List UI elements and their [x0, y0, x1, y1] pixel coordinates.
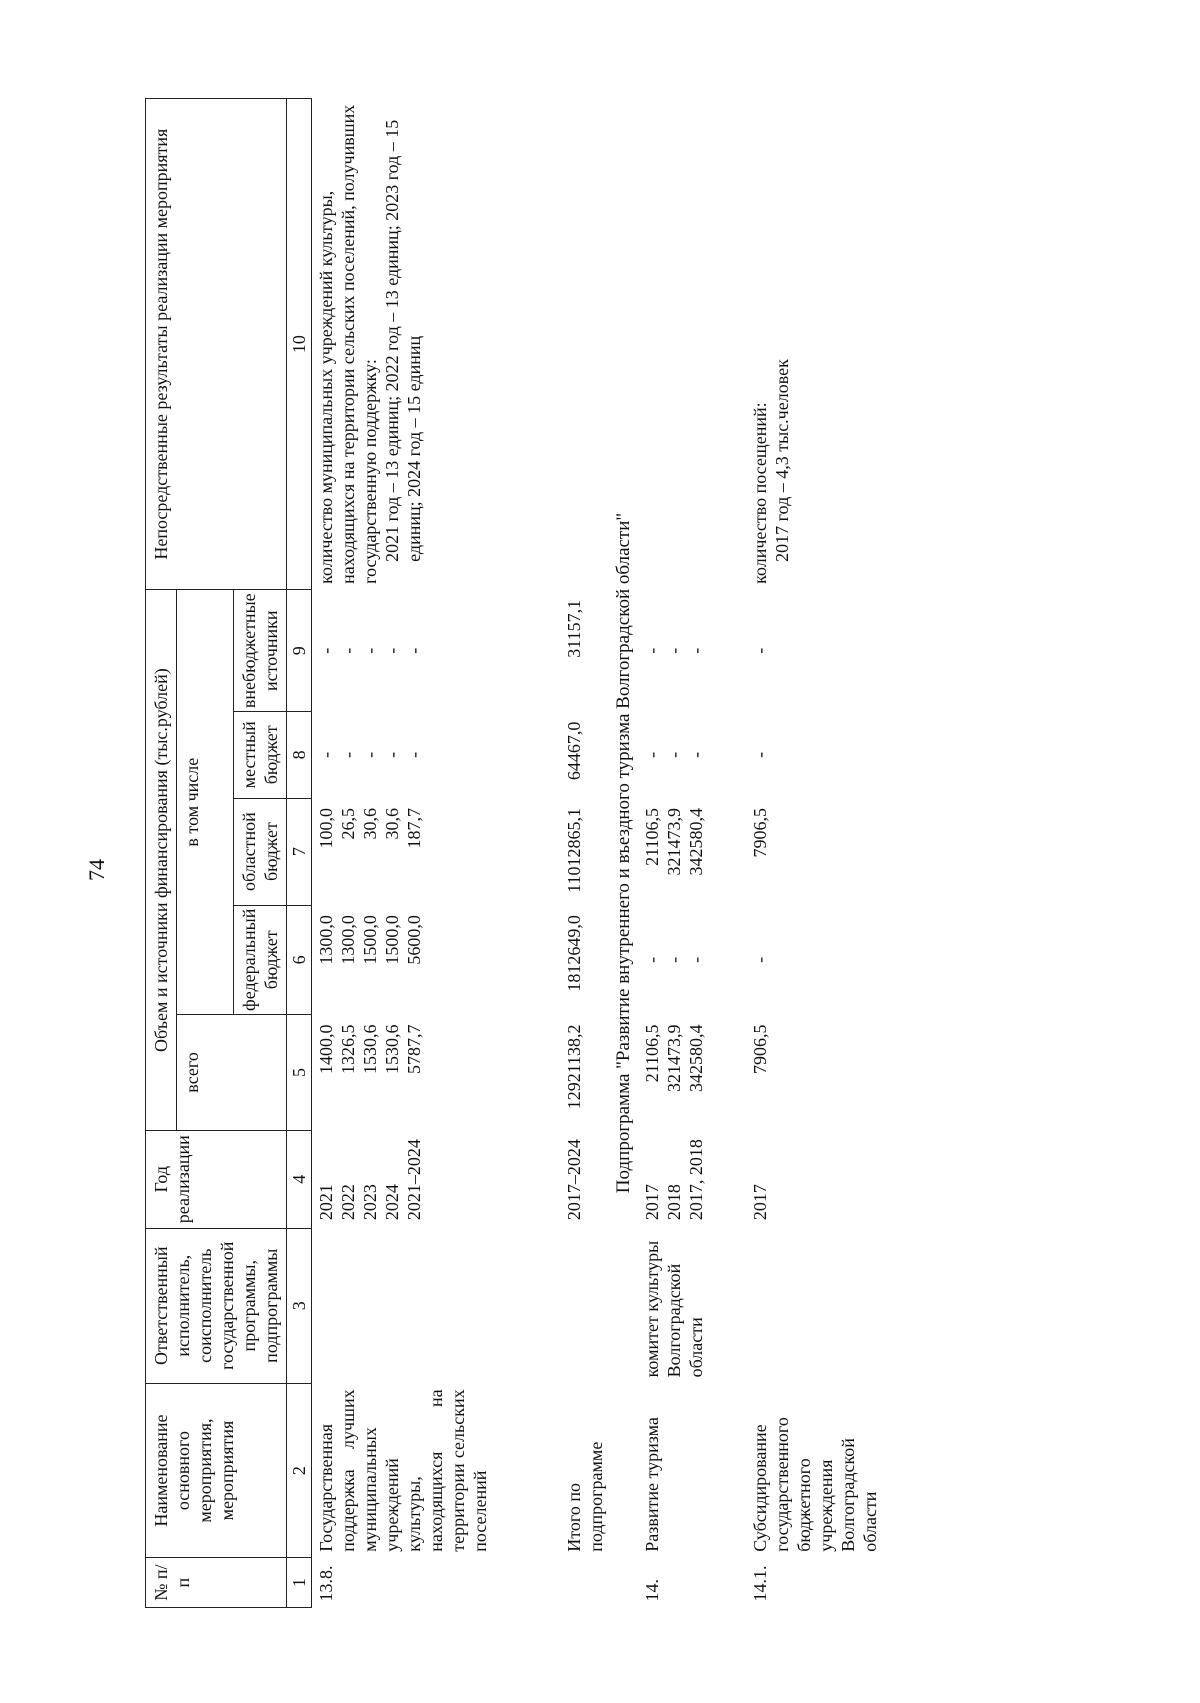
col-number: 4	[287, 1130, 312, 1228]
row-num: 14.1.	[750, 1565, 770, 1602]
column-numbers-row	[287, 99, 312, 1608]
spacer-row	[710, 99, 746, 1608]
row-results	[312, 99, 495, 590]
row-num: 14.	[642, 1579, 662, 1602]
row-name: Развитие туризма	[642, 1417, 662, 1552]
total-label: Итого по подпрограмме	[564, 1441, 606, 1552]
table-row-14	[638, 99, 710, 1608]
col-header-total: всего	[177, 1014, 287, 1130]
row-federal: - - -	[642, 956, 706, 963]
col-number: 10	[287, 99, 312, 590]
subprogram-title: Подпрограмма "Развитие внутреннего и въездного туризма Волгоградской области"	[613, 512, 634, 1194]
row-executor	[312, 1228, 495, 1383]
row-regional: 7906,5	[750, 808, 770, 858]
table-row-13-8	[312, 99, 495, 1608]
row-total: 7906,5	[750, 1024, 770, 1074]
row-total: 1400,0 1326,5 1530,6 1530,6 5787,7	[316, 1024, 424, 1074]
total-local: 64467,0	[564, 721, 584, 781]
col-number: 6	[287, 905, 312, 1014]
table-header	[146, 99, 312, 1608]
col-header-volume: Объем и источники финансирования (тыс.рублей)	[146, 590, 177, 1131]
col-number: 3	[287, 1228, 312, 1383]
col-number: 5	[287, 1014, 312, 1130]
row-num: 13.8.	[316, 1565, 336, 1602]
row-extrabudget: -	[750, 647, 770, 654]
result-lines: 2017 год – 4,3 тыс.человек	[772, 359, 792, 562]
col-number: 9	[287, 590, 312, 712]
col-header-year: Год реализации	[146, 1130, 287, 1228]
table-row-total	[560, 99, 610, 1608]
row-years: 2017	[750, 1184, 770, 1221]
row-regional: 100,0 26,5 30,6 30,6 187,7	[316, 808, 424, 849]
result-text: количество муниципальных учреждений культуры, находящихся на территории сельских поселений, получивших государственную поддержку:	[316, 104, 380, 584]
row-local: - - -	[642, 751, 706, 758]
row-name: Государственная поддержка лучших муниципальных учреждений культуры, находящихся на территории сельских поселений	[316, 1389, 490, 1552]
col-number: 2	[287, 1383, 312, 1557]
row-local: - - - - -	[316, 751, 424, 758]
col-number: 7	[287, 798, 312, 905]
result-lines: 2021 год – 13 единиц; 2022 год – 13 единиц; 2023 год – 15 единиц; 2024 год – 15 единиц	[382, 119, 424, 562]
col-header-regional: областной бюджет	[234, 798, 287, 905]
col-header-federal: федеральный бюджет	[234, 905, 287, 1014]
total-total: 12921138,2	[564, 1024, 584, 1110]
row-regional: 21106,5 321473,9 342580,4	[642, 808, 706, 876]
col-header-including: в том числе	[177, 590, 234, 1015]
row-extrabudget: - - -	[642, 647, 706, 654]
col-header-results: Непосредственные результаты реализации мероприятия	[146, 99, 287, 590]
row-years: 2021 2022 2023 2024 2021–2024	[316, 1139, 424, 1221]
row-results	[746, 99, 884, 590]
total-extrabudget: 31157,1	[564, 599, 584, 658]
row-federal: 1300,0 1300,0 1500,0 1500,0 5600,0	[316, 915, 424, 965]
col-header-extrabudget: внебюджетные источники	[234, 590, 287, 712]
col-number: 1	[287, 1558, 312, 1608]
table-row-14-1	[746, 99, 884, 1608]
spacer-row	[494, 99, 560, 1608]
row-executor	[746, 1228, 884, 1383]
result-text: количество посещений:	[750, 402, 770, 584]
row-total: 21106,5 321473,9 342580,4	[642, 1024, 706, 1092]
col-header-local: местный бюджет	[234, 712, 287, 798]
row-federal: -	[750, 956, 770, 963]
row-name: Субсидирование государственного бюджетного учреждения Волгоградской области	[750, 1417, 880, 1552]
col-header-executor: Ответственный исполнитель, соисполнитель государственной программы, подпрограммы	[146, 1228, 287, 1383]
subprogram-row	[610, 99, 638, 1608]
row-local: -	[750, 751, 770, 758]
total-years: 2017–2024	[564, 1139, 584, 1221]
row-results	[638, 99, 710, 590]
col-header-name: Наименование основного мероприятия, мероприятия	[146, 1383, 287, 1557]
total-federal: 1812649,0	[564, 915, 584, 992]
page-number: 74	[84, 859, 109, 881]
row-executor: комитет культуры Волгоградской области	[642, 1240, 706, 1378]
financing-table	[145, 98, 884, 1608]
row-years: 2017 2018 2017, 2018	[642, 1139, 706, 1221]
row-extrabudget: - - - - -	[316, 647, 424, 654]
total-regional: 11012865,1	[564, 808, 584, 893]
col-header-num: № п/п	[146, 1558, 287, 1608]
col-number: 8	[287, 712, 312, 798]
